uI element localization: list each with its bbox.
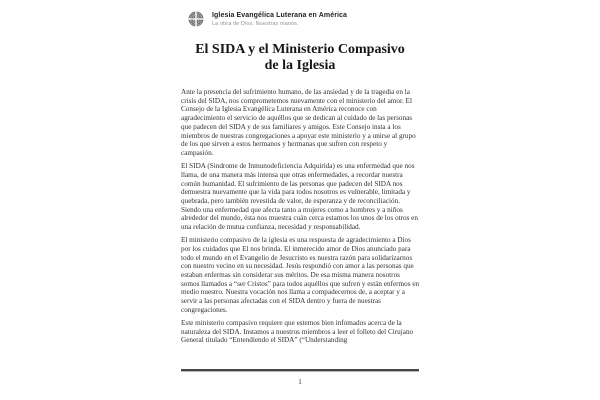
paragraph-3: El ministerio compasivo de la iglesia es una respuesta de agradecimiento a Dios por los cuidados que El nos brinda. El inmerecido amor de Dios anunciado para todo el mundo en el Evangelio de Jesucristo es nuestra razón para solidarizarnos con nuestro vecino en su necesidad. Jesús respondió con amor a las personas que estaban enfermas sin considerar sus méritos. De esa misma manera nosotros somos llamados a “ser Cristos” para todos aquéllos que sufren y están enfermos en medio nuestro. Nuestra vocación nos llama a compadecernos de, a aceptar y a servir a las personas afectadas con el SIDA dentro y fuera de nuestras congregaciones.: [181, 236, 420, 314]
org-tagline: La obra de Dios. Nuestras manos.: [212, 21, 299, 27]
page-title-line2: de la Iglesia: [264, 58, 336, 73]
paragraph-4: Este ministerio compasivo requiere que estemos bien infomados acerca de la naturaleza del SIDA. Instamos a nuestros miembros a leer el folleto del Cirujano General titulado “Entendiendo el SIDA” (“Understanding: [181, 319, 414, 345]
page-title: [181, 42, 419, 74]
org-name: Iglesia Evangélica Luterana en América: [212, 12, 348, 19]
document-body: [181, 88, 420, 350]
page-title-line1: El SIDA y el Ministerio Compasivo: [195, 42, 405, 57]
header: [212, 12, 347, 27]
paragraph-2: El SIDA (Sindrome de Inmunodeficiencia Adquirida) es una enfermedad que nos llama, de una manera más intensa que otras enfermedades, a recordar nuestra común humanidad. El sufrimiento de las personas que padecen del SIDA nos demuestra nuevamente que la vida para todos nosotros es vulnerable, limitada y quebrada, pero también revestida de valor, de esperanza y de reconciliación. Siendo una enfermedad que afecta tanto a mujeres como a hombres y a niños alrededor del mundo, ésta nos muestra cuán cerca estamos los unos de los otros en una relación de mutua confianza, necesidad y responsabilidad.: [181, 162, 418, 232]
paragraph-1: Ante la presencia del sufrimiento humano, de las ansiedad y de la tragedia en la crisis del SIDA, nos comprometemos nuevamente con el ministerio del amor. El Consejo de la Iglesia Evangélica Luterana en América reconoce con agradecimiento el servicio de aquéllos que se dedican al cuidado de las personas que padecen del SIDA y de sus familiares y amigos. Este Consejo insta a los miembros de nuestras congregaciones a apoyar este ministerio y a unirse al grupo de los que sirven a estos hermanos y hermanas que sufren con respeto y campasión.: [181, 88, 416, 157]
footer-divider: [181, 369, 419, 372]
elca-globe-cross-icon: [188, 11, 204, 27]
page-number: 1: [298, 378, 302, 386]
